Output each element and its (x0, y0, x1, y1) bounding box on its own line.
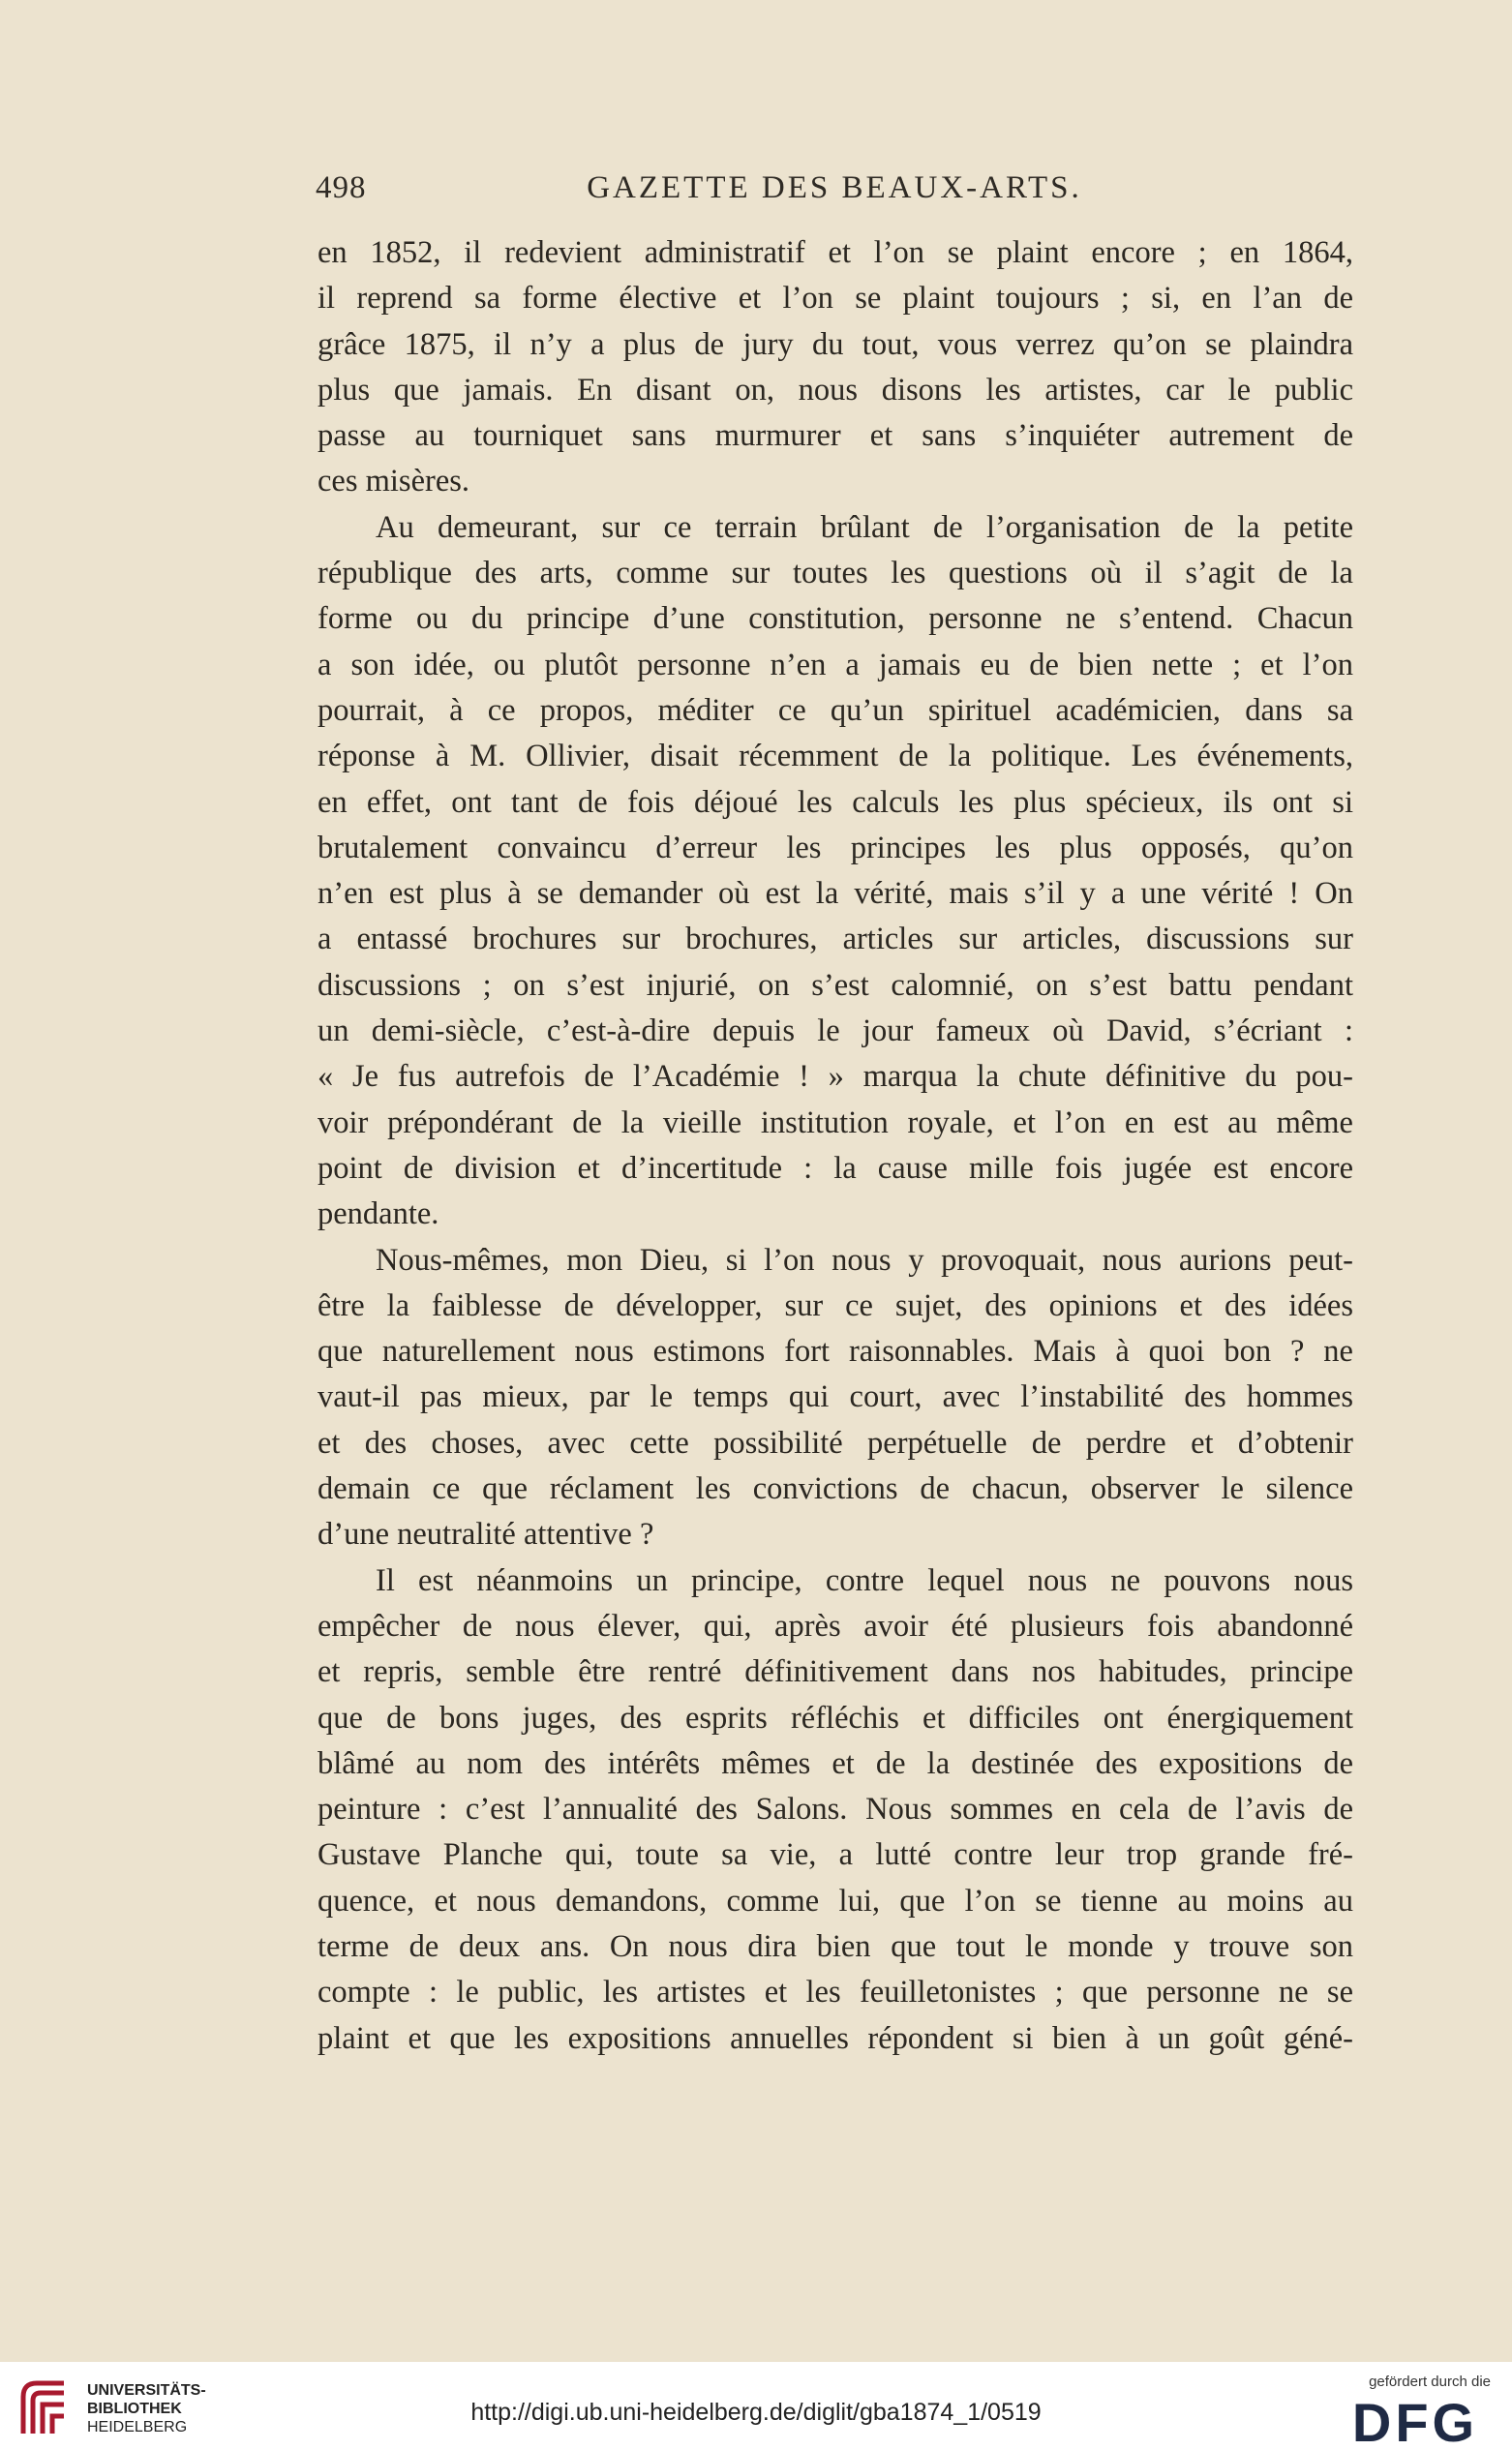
text-line: que naturellement nous estimons fort raisonnables. Mais à quoi bon ? ne (318, 1334, 1353, 1370)
body-text (318, 230, 1353, 2062)
text-line: a son idée, ou plutôt personne n’en a jamais eu de bien nette ; et l’on (318, 647, 1353, 682)
dfg-logo-text: DFG (1351, 2395, 1479, 2447)
text-line: que de bons juges, des esprits réfléchis et difficiles ont énergiquement (318, 1700, 1353, 1736)
text-line: république des arts, comme sur toutes les questions où il s’agit de la (318, 556, 1353, 591)
text-line: demain ce que réclament les convictions de chacun, observer le silence (318, 1471, 1353, 1507)
text-line: brutalement convaincu d’erreur les principes les plus opposés, qu’on (318, 830, 1353, 865)
text-line: grâce 1875, il n’y a plus de jury du tout, vous verrez qu’on se plaindra (318, 326, 1353, 362)
paragraph-start: Nous-mêmes, mon Dieu, si l’on nous y provoquait, nous aurions peut- (376, 1242, 1353, 1278)
library-line-3: HEIDELBERG (87, 2419, 188, 2435)
library-line-2: BIBLIOTHEK (87, 2401, 182, 2417)
text-line: pendante. (318, 1196, 439, 1232)
running-title: GAZETTE DES BEAUX-ARTS. (587, 170, 1082, 205)
text-line: en 1852, il redevient administratif et l’on se plaint encore ; en 1864, (318, 235, 1353, 270)
page-number: 498 (316, 170, 367, 205)
text-line: peinture : c’est l’annualité des Salons. Nous sommes en cela de l’avis de (318, 1792, 1353, 1828)
text-line: empêcher de nous élever, qui, après avoir été plusieurs fois abandonné (318, 1608, 1353, 1644)
text-line: passe au tourniquet sans murmurer et sans s’inquiéter autrement de (318, 418, 1353, 454)
text-line: compte : le public, les artistes et les feuilletonistes ; que personne ne se (318, 1975, 1353, 2011)
text-line: un demi-siècle, c’est-à-dire depuis le jour fameux où David, s’écriant : (318, 1013, 1353, 1049)
text-line: Gustave Planche qui, toute sa vie, a lutté contre leur trop grande fré- (318, 1837, 1353, 1873)
text-line: discussions ; on s’est injurié, on s’est calomnié, on s’est battu pendant (318, 967, 1353, 1003)
page-header (316, 170, 1353, 219)
text-line: « Je fus autrefois de l’Académie ! » marqua la chute définitive du pou- (318, 1059, 1353, 1095)
text-line: il reprend sa forme élective et l’on se plaint toujours ; si, en l’an de (318, 281, 1353, 317)
text-line: point de division et d’incertitude : la cause mille fois jugée est encore (318, 1150, 1353, 1186)
text-line: vaut-il pas mieux, par le temps qui court, avec l’instabilité des hommes (318, 1379, 1353, 1415)
text-line: quence, et nous demandons, comme lui, que l’on se tienne au moins au (318, 1883, 1353, 1919)
text-line: ces misères. (318, 464, 470, 499)
funder-caption: gefördert durch die (1369, 2374, 1491, 2390)
text-line: en effet, ont tant de fois déjoué les calculs les plus spécieux, ils ont si (318, 784, 1353, 820)
text-line: terme de deux ans. On nous dira bien que tout le monde y trouve son (318, 1928, 1353, 1964)
text-line: plaint et que les expositions annuelles répondent si bien à un goût géné- (318, 2020, 1353, 2056)
text-line: réponse à M. Ollivier, disait récemment de la politique. Les événements, (318, 739, 1353, 774)
library-line-1: UNIVERSITÄTS- (87, 2382, 206, 2399)
text-line: blâmé au nom des intérêts mêmes et de la destinée des expositions de (318, 1745, 1353, 1781)
viewer-footer (0, 2362, 1512, 2450)
text-line: voir prépondérant de la vieille institution royale, et l’on en est au même (318, 1104, 1353, 1140)
text-line: pourrait, à ce propos, méditer ce qu’un spirituel académicien, dans sa (318, 692, 1353, 728)
dfg-logo-icon (1338, 2395, 1493, 2447)
text-line: d’une neutralité attentive ? (318, 1517, 654, 1553)
text-line: n’en est plus à se demander où est la vérité, mais s’il y a une vérité ! On (318, 876, 1353, 912)
text-line: être la faiblesse de développer, sur ce sujet, des opinions et des idées (318, 1287, 1353, 1323)
text-line: plus que jamais. En disant on, nous disons les artistes, car le public (318, 372, 1353, 408)
permalink-url[interactable]: http://digi.ub.uni-heidelberg.de/diglit/gba1874_1/0519 (470, 2399, 1042, 2426)
text-line: a entassé brochures sur brochures, articles sur articles, discussions sur (318, 922, 1353, 957)
text-line: et repris, semble être rentré définitivement dans nos habitudes, principe (318, 1654, 1353, 1690)
paragraph-start: Au demeurant, sur ce terrain brûlant de l’organisation de la petite (376, 509, 1353, 545)
paragraph-start: Il est néanmoins un principe, contre lequel nous ne pouvons nous (376, 1562, 1353, 1598)
text-line: forme ou du principe d’une constitution, personne ne s’entend. Chacun (318, 601, 1353, 637)
text-line: et des choses, avec cette possibilité perpétuelle de perdre et d’obtenir (318, 1425, 1353, 1461)
